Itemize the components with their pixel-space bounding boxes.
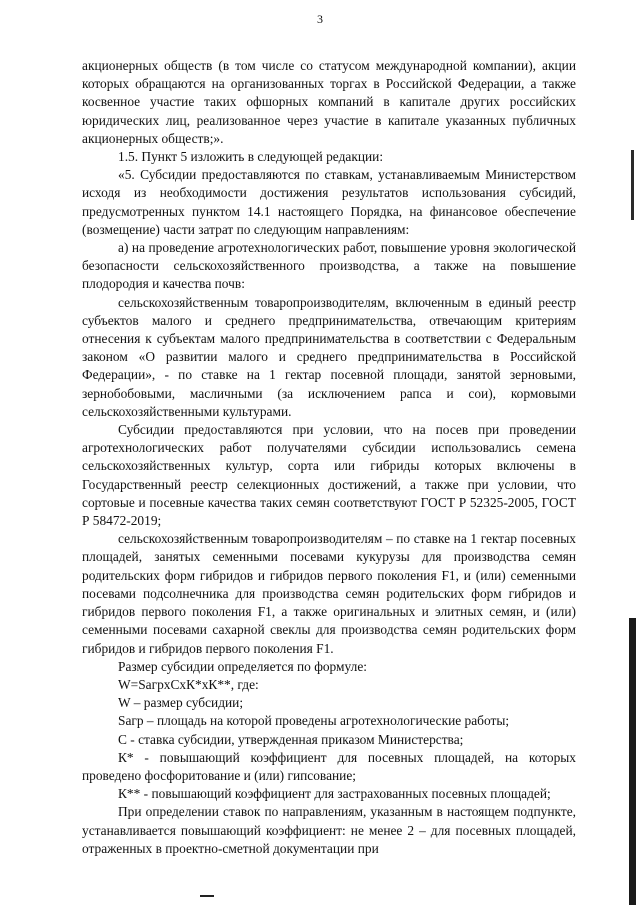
formula: W=SагрхСхК*хК**, где:: [118, 676, 259, 692]
document-body: [82, 57, 576, 858]
paragraph: С - ставка субсидии, утвержденная приказом Министерства;: [118, 731, 464, 747]
scan-edge-mark: [631, 150, 634, 220]
paragraph: Sагр – площадь на которой проведены агротехнологические работы;: [118, 713, 510, 729]
paragraph: сельскохозяйственным товаропроизводителям – по ставке на 1 гектар посевных площадей, занятых семенными посевами кукурузы для производства семян родительских форм гибридов и гибридов первого поколения F1, и (или) семенными посевами подсолнечника для производства семян родительских форм гибридов и гибридов первого поколения F1, а также оригинальных и элитных семян, и (или) семенными посевами сахарной свеклы для производства семян родительских форм гибридов и гибридов первого поколения F1.: [82, 531, 576, 656]
paragraph: сельскохозяйственным товаропроизводителям, включенным в единый реестр субъектов малого и среднего предпринимательства, отвечающим критериям отнесения к субъектам малого предпринимательства в соответствии с Федеральным законом «О развитии малого и среднего предпринимательства в Российской Федерации», - по ставке на 1 гектар посевной площади, занятой зерновыми, зернобобовыми, масличными (за исключением рапса и сои), кормовыми сельскохозяйственными культурами.: [82, 294, 576, 419]
paragraph: К** - повышающий коэффициент для застрахованных посевных площадей;: [118, 786, 551, 802]
paragraph: акционерных обществ (в том числе со статусом международной компании), акции которых обращаются на организованных торгах в Российской Федерации, а также косвенное участие таких офшорных компаний в капитале других российских юридических лиц, реализованное через участие в капитале указанных публичных акционерных обществ;».: [82, 58, 576, 146]
paragraph: К* - повышающий коэффициент для посевных площадей, на которых проведено фосфоритование и (или) гипсование;: [82, 749, 576, 783]
paragraph: Субсидии предоставляются при условии, что на посев при проведении агротехнологических работ получателями субсидии использовались семена сельскохозяйственных культур, сорта или гибриды которых включены в Государственный реестр селекционных достижений, а также при условии, что сортовые и посевные качества таких семян соответствуют ГОСТ Р 52325-2005, ГОСТ Р 58472-2019;: [82, 422, 576, 529]
page-number: 3: [317, 12, 323, 26]
paragraph: Размер субсидии определяется по формуле:: [118, 658, 367, 674]
footer-mark: [200, 895, 214, 897]
paragraph: 1.5. Пункт 5 изложить в следующей редакции:: [118, 149, 384, 165]
paragraph: При определении ставок по направлениям, указанным в настоящем подпункте, устанавливается повышающий коэффициент: не менее 2 – для посевных площадей, отраженных в проектно-сметной документации при: [82, 804, 576, 856]
paragraph: а) на проведение агротехнологических работ, повышение уровня экологической безопасности сельскохозяйственного производства, а также на повышение плодородия и качества почв:: [82, 240, 576, 292]
paragraph: W – размер субсидии;: [118, 695, 244, 711]
scan-edge-bar: [629, 618, 636, 905]
paragraph: «5. Субсидии предоставляются по ставкам, устанавливаемым Министерством исходя из необходимости достижения результатов использования субсидий, предусмотренных пунктом 14.1 настоящего Порядка, на финансовое обеспечение (возмещение) части затрат по следующим направлениям:: [82, 167, 576, 237]
